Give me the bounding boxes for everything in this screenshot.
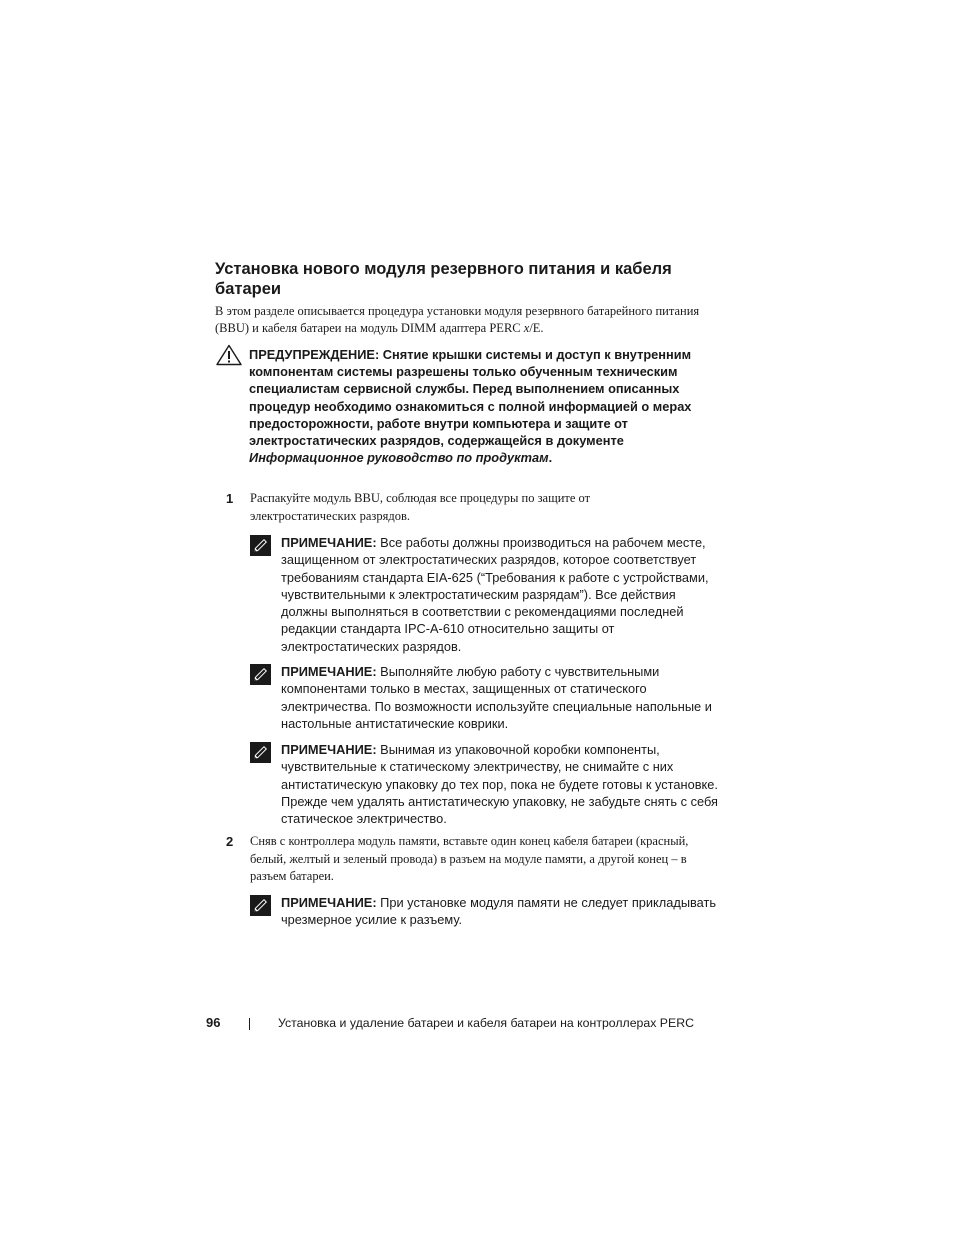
step-text: Распакуйте модуль BBU, соблюдая все процедуры по защите от электростатических разрядов. bbox=[250, 491, 591, 523]
note-label: ПРИМЕЧАНИЕ: bbox=[281, 895, 377, 910]
step-number: 2 bbox=[226, 834, 234, 849]
note-pencil-icon bbox=[250, 535, 271, 556]
note-pencil-icon bbox=[250, 895, 271, 916]
intro-text: В этом разделе описывается процедура установки модуля резервного батарейного питания (BBU) и кабеля батареи на модуль DIMM адаптера PERC bbox=[215, 304, 700, 335]
note-body: При установке модуля памяти не следует прикладывать чрезмерное усилие к разъему. bbox=[281, 895, 717, 928]
note-body: Вынимая из упаковочной коробки компоненты, чувствительные к статическому электричеству, не снимайте с них антистатическую упаковку до тех пор, пока не будете готовы к установке. Прежде чем удалять антистатическую упаковку, не забудьте снять с себя статическое электричество. bbox=[281, 742, 718, 827]
note-label: ПРИМЕЧАНИЕ: bbox=[281, 664, 377, 679]
note-body: Выполняйте любую работу с чувствительными компонентами только в местах, защищенных от статического электричества. По возможности используйте специальные напольные и настольные антистатические коврики. bbox=[281, 664, 712, 731]
intro-text-end: /E. bbox=[529, 321, 544, 335]
note-text bbox=[281, 534, 721, 655]
warning-doc-title: Информационное руководство по продуктам bbox=[249, 450, 549, 466]
warning-body: Снятие крышки системы и доступ к внутренним компонентам системы разрешены только обученным техническим специалистам сервисной службы. Перед выполнением описанных процедур необходимо ознакомиться с полной информацией о мерах предосторожности, работе внутри компьютера и защите от электростатических разрядов, содержащейся в документе bbox=[249, 347, 692, 449]
warning-triangle-icon bbox=[216, 344, 242, 366]
note-label: ПРИМЕЧАНИЕ: bbox=[281, 535, 377, 550]
note-pencil-icon bbox=[250, 664, 271, 685]
footer-separator bbox=[249, 1018, 250, 1030]
note-pencil-icon bbox=[250, 742, 271, 763]
step-number: 1 bbox=[226, 491, 234, 506]
footer-chapter-title: Установка и удаление батареи и кабеля батареи на контроллерах PERC bbox=[278, 1016, 694, 1030]
intro-variable: x bbox=[523, 321, 530, 335]
warning-end: . bbox=[548, 450, 553, 466]
note-text bbox=[281, 894, 721, 929]
section-title: Установка нового модуля резервного питания и кабеля батареи bbox=[215, 260, 672, 298]
page-number: 96 bbox=[206, 1015, 221, 1030]
step-text: Сняв с контроллера модуль памяти, вставьте один конец кабеля батареи (красный, белый, желтый и зеленый провода) в разъем на модуле памяти, а другой конец – в разъем батареи. bbox=[250, 834, 689, 883]
note-body: Все работы должны производиться на рабочем месте, защищенном от электростатических разрядов, которое соответствует требованиям стандарта EIA-625 (“Требования к работе с устройствами, чувствительными к электростатическим разрядам”). Все действия должны выполняться в соответствии с рекомендациями последней редакции стандарта IPC-A-610 относительно защиты от электростатических разрядов. bbox=[281, 535, 709, 654]
note-text bbox=[281, 741, 721, 827]
warning-label: ПРЕДУПРЕЖДЕНИЕ: bbox=[249, 347, 380, 362]
warning-text bbox=[249, 346, 719, 466]
intro-paragraph bbox=[215, 303, 715, 337]
note-text bbox=[281, 663, 721, 732]
note-label: ПРИМЕЧАНИЕ: bbox=[281, 742, 377, 757]
